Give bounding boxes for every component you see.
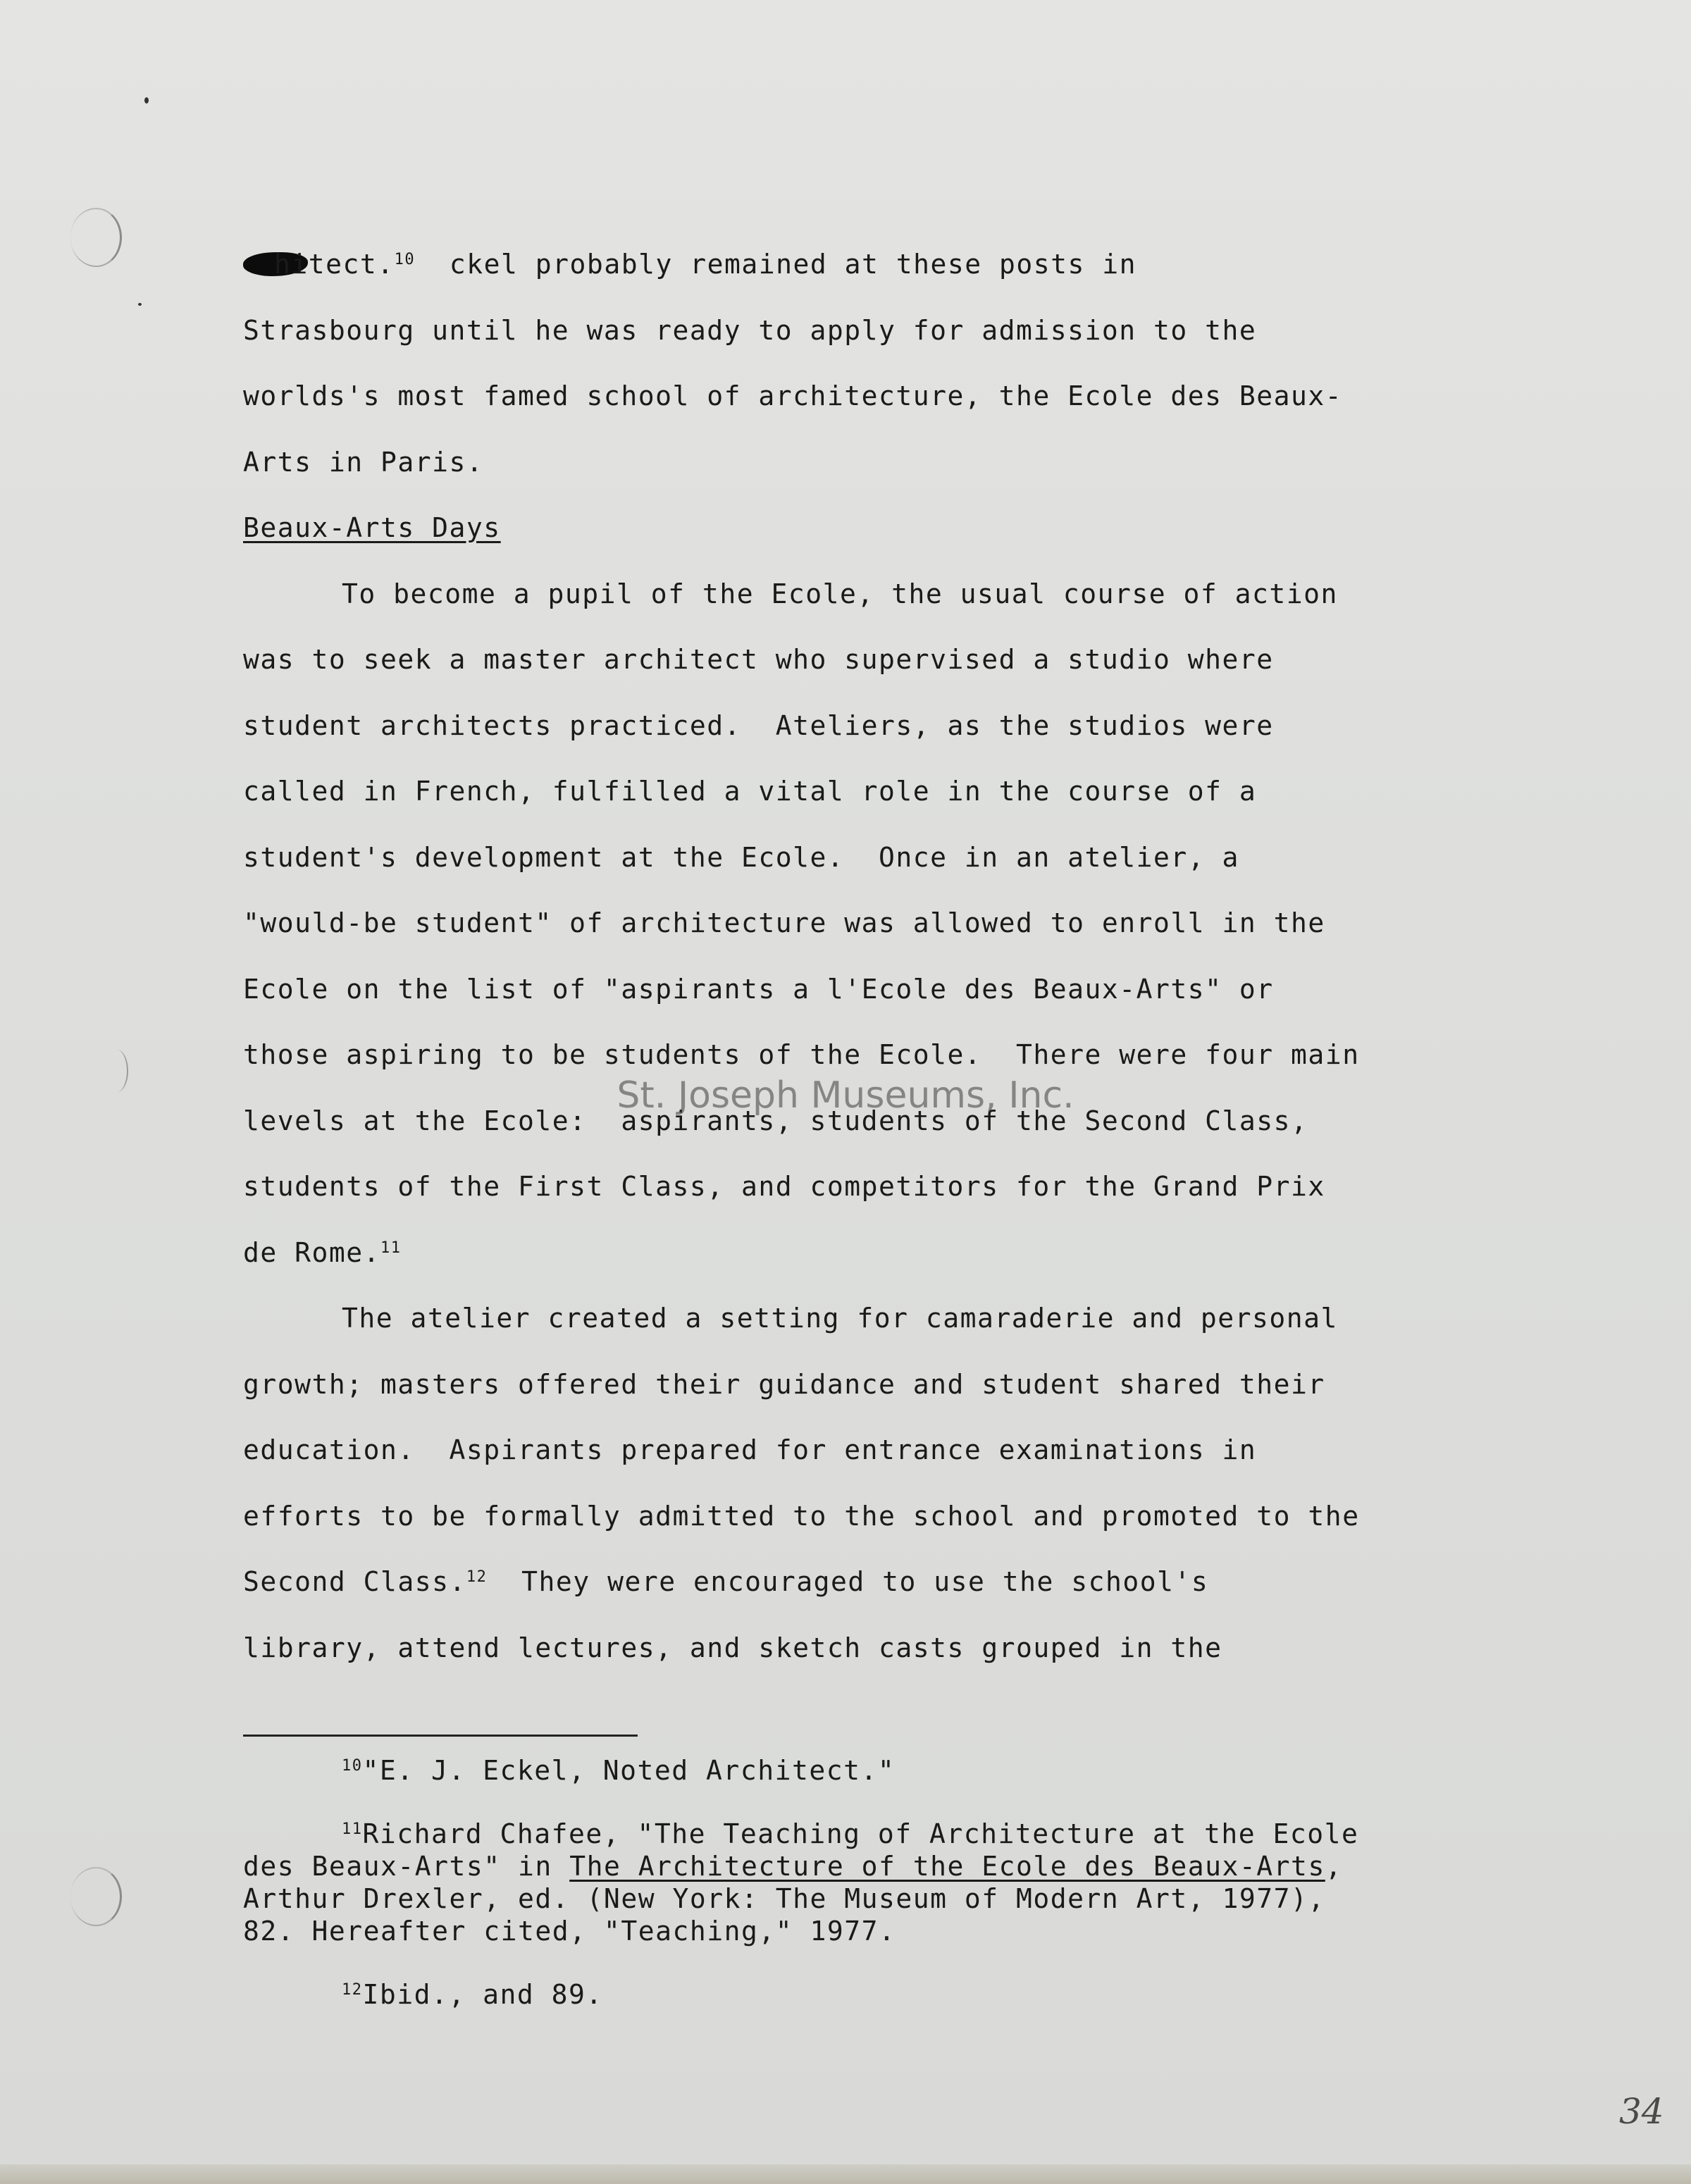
text-line: Arts in Paris. [243,446,484,478]
punch-hole-top [70,208,122,267]
speck [138,303,142,306]
footnote-ref: 11 [380,1239,402,1257]
watermark: St. Joseph Museums, Inc. [617,1074,1074,1117]
text-line: worlds's most famed school of architecture, the Ecole des Beaux- [243,380,1343,411]
text-line: Strasbourg until he was ready to apply for admission to the [243,314,1257,346]
footnote-12: $^{12}$Ibid., and 89. [342,1979,603,2010]
footnote-divider [243,1735,638,1737]
book-title: The Architecture of the Ecole des Beaux-Arts [569,1851,1325,1882]
text-line: students of the First Class, and competitors for the Grand Prix [243,1171,1325,1202]
text-line: To become a pupil of the Ecole, the usual course of action [342,578,1338,609]
footnote-ref: 10 [394,251,416,268]
text-line: The atelier created a setting for camaraderie and personal [342,1303,1338,1334]
text-line: de Rome.$^{11}$ [243,1236,402,1268]
text-line: Second Class.$^{12}$ They were encouraged to use the school's [243,1566,1209,1597]
text-line: efforts to be formally admitted to the school and promoted to the [243,1500,1360,1532]
footnote-10: $^{10}$"E. J. Eckel, Noted Architect." [342,1755,896,1786]
text-line: student's development at the Ecole. Once in an atelier, a [243,841,1239,873]
text-line: called in French, fulfilled a vital role in the course of a [243,776,1257,807]
page-bottom-edge [0,2164,1691,2184]
punch-hole-bottom [70,1867,122,1926]
text-line: education. Aspirants prepared for entrance examinations in [243,1434,1257,1465]
body-text [243,243,1540,1692]
footnote-ref: 12 [466,1568,488,1586]
footnote-11: $^{11}$Richard Chafee, "The Teaching of Architecture at the Ecole des Beaux-Arts" in The Architecture of the Ecole des Beaux-Arts, Arthur Drexler, ed. (New York: The Museum of Modern Art, 1977), 82. Hereafter cited, "Teaching," 1977. [243,1818,1359,1947]
footnotes [243,1754,1568,2042]
text-line: those aspiring to be students of the Ecole. There were four main [243,1039,1360,1070]
text-line: hitect.$^{10}$ ckel probably remained at these posts in [243,243,1540,309]
text-line: was to seek a master architect who supervised a studio where [243,644,1274,675]
text-line: levels at the Ecole: aspirants, students of the Second Class, [243,1105,1308,1136]
page-number: 34 [1619,2091,1664,2132]
speck [144,97,149,104]
text-line: Ecole on the list of "aspirants a l'Ecole des Beaux-Arts" or [243,973,1274,1005]
text-line: library, attend lectures, and sketch casts grouped in the [243,1632,1222,1663]
text-line: growth; masters offered their guidance and student shared their [243,1368,1325,1400]
text-line: student architects practiced. Ateliers, as the studios were [243,709,1274,741]
section-heading: Beaux-Arts Days [243,512,501,543]
text-line: "would-be student" of architecture was allowed to enroll in the [243,907,1325,938]
